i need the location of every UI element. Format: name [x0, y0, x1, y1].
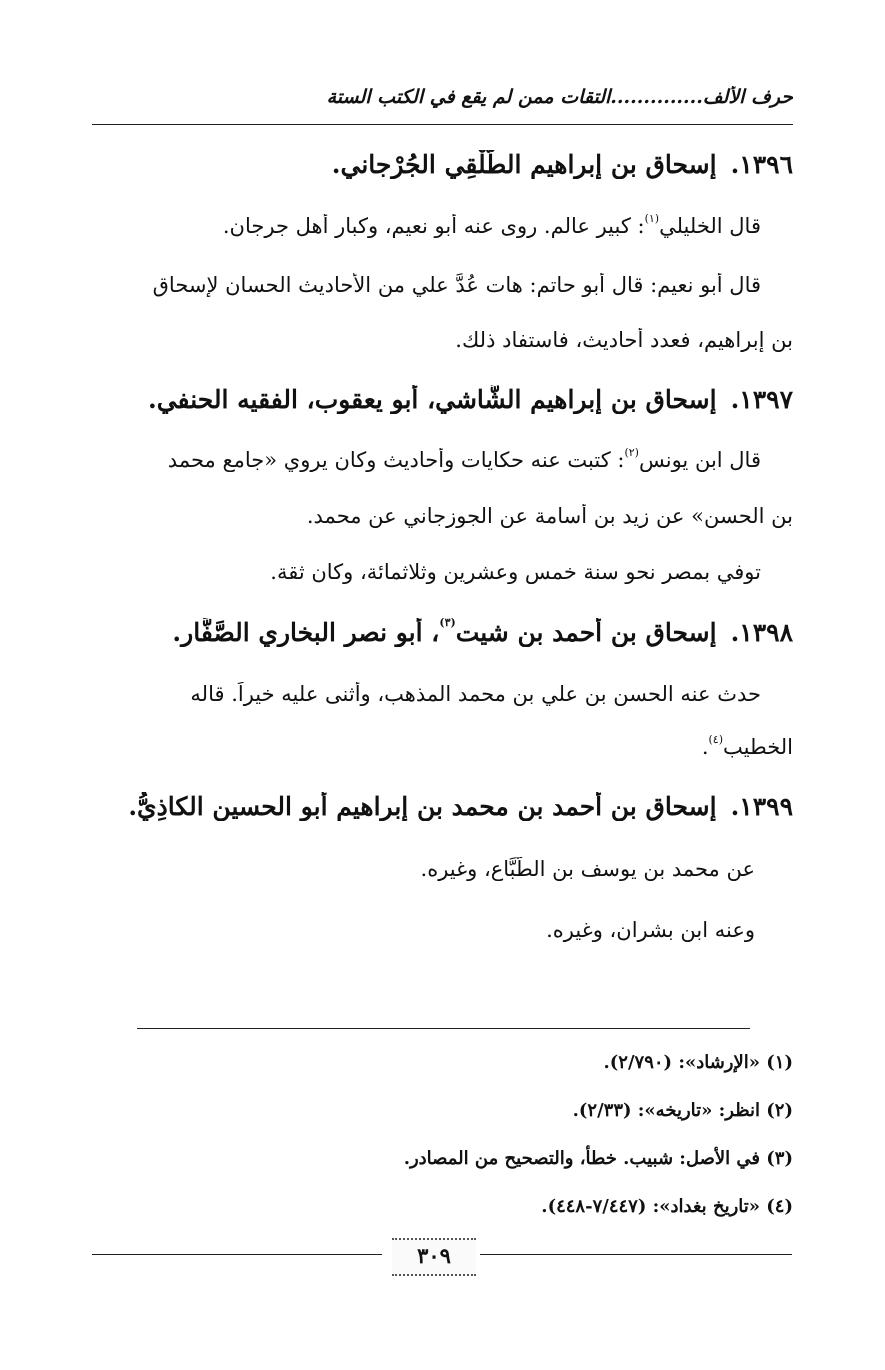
- entry-title: ، أبو نصر البخاري الصَّفَّار.: [172, 618, 440, 647]
- paragraph: [93, 448, 761, 472]
- entry-number: ١٣٩٩.: [730, 792, 793, 821]
- bottom-rule: [480, 1254, 792, 1255]
- entry-heading: [93, 385, 793, 414]
- entry-number: ١٣٩٦.: [730, 150, 793, 179]
- footnote-ref: (٢): [624, 448, 639, 459]
- entry-title: إسحاق بن إبراهيم الطَّلْقِي الجُرْجاني.: [331, 150, 717, 179]
- footnote: (١) «الإرشاد»: (٢/٧٩٠).: [603, 1052, 793, 1073]
- footnote: (٣) في الأصل: شبيب. خطأ، والتصحيح من المصادر.: [403, 1148, 793, 1169]
- footnote-ref: (٣): [439, 618, 456, 629]
- entry-heading: [93, 150, 793, 179]
- paragraph: وعنه ابن بشران، وغيره.: [546, 918, 755, 942]
- footnote-rule: [137, 1028, 750, 1029]
- entry-title: إسحاق بن أحمد بن شيت: [455, 618, 717, 647]
- running-head: حرف الألف..............التقات ممن لم يقع في الكتب الستة: [326, 86, 793, 108]
- entry-number: ١٣٩٨.: [730, 618, 793, 647]
- entry-heading: [93, 792, 793, 821]
- paragraph-text: الخطيب: [723, 735, 793, 759]
- entry-title: إسحاق بن أحمد بن محمد بن إبراهيم أبو الحسين الكاذِيُّ.: [128, 792, 717, 821]
- paragraph: بن إبراهيم، فعدد أحاديث، فاستفاد ذلك.: [455, 328, 793, 352]
- paragraph: عن محمد بن يوسف بن الطَّبَّاع، وغيره.: [420, 857, 755, 881]
- paragraph: بن الحسن» عن زيد بن أسامة عن الجوزجاني عن محمد.: [306, 504, 793, 528]
- paragraph-text: .: [701, 735, 709, 759]
- paragraph-text: : كبير عالم. روى عنه أبو نعيم، وكبار أهل جرجان.: [222, 214, 645, 238]
- paragraph-text: قال الخليلي: [659, 214, 761, 238]
- paragraph-text: قال ابن يونس: [638, 448, 761, 472]
- entry-heading: [93, 618, 793, 647]
- paragraph-text: : كتبت عنه حكايات وأحاديث وكان يروي «جامع محمد: [167, 448, 625, 472]
- paragraph: قال أبو نعيم: قال أبو حاتم: هات عُدَّ علي من الأحاديث الحسان لإسحاق: [152, 273, 761, 297]
- paragraph: حدث عنه الحسن بن علي بن محمد المذهب، وأثنى عليه خيراً. قاله: [190, 682, 761, 706]
- running-head-rule: [92, 124, 793, 125]
- paragraph: [93, 214, 761, 238]
- entry-number: ١٣٩٧.: [730, 385, 793, 414]
- footnote: (٢) انظر: «تاريخه»: (٢/٣٣).: [572, 1100, 793, 1121]
- footnote-ref: (١): [644, 214, 660, 225]
- footnote-ref: (٤): [708, 735, 724, 746]
- paragraph: توفي بمصر نحو سنة خمس وعشرين وثلاثمائة، وكان ثقة.: [270, 560, 761, 584]
- paragraph: [93, 735, 793, 759]
- bottom-rule: [92, 1254, 382, 1255]
- page-number: ٣٠٩: [392, 1238, 476, 1276]
- entry-title: إسحاق بن إبراهيم الشَّاشي، أبو يعقوب، الفقيه الحنفي.: [148, 385, 717, 414]
- footnote: (٤) «تاريخ بغداد»: (٧/٤٤٧-٤٤٨).: [541, 1196, 793, 1217]
